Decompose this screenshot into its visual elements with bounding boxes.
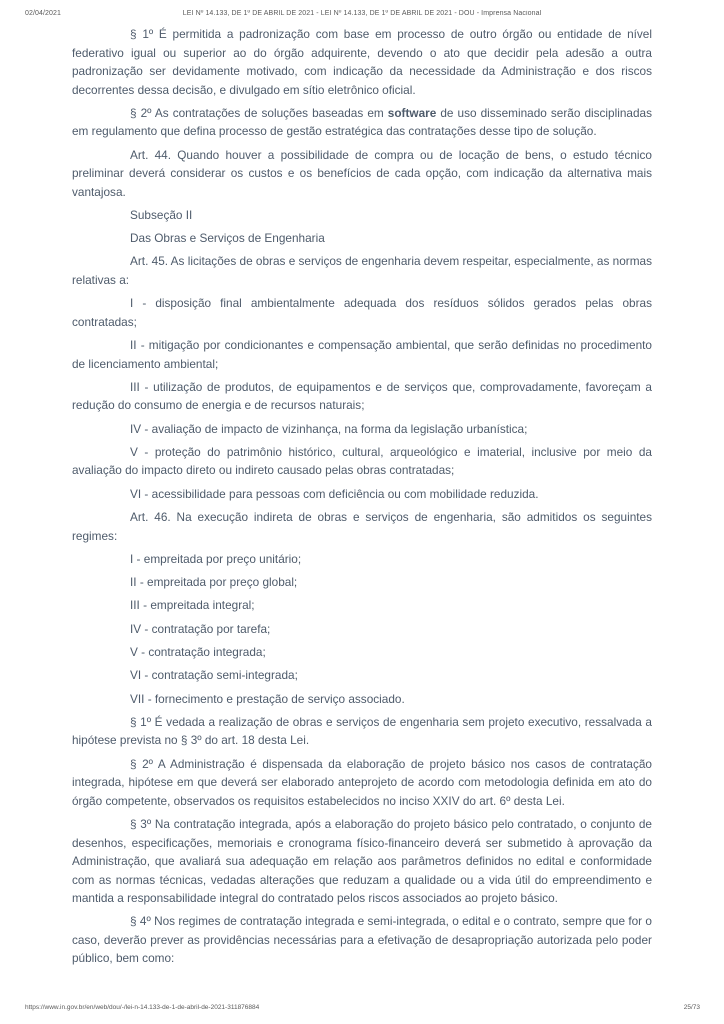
footer-source-url: https://www.in.gov.br/en/web/dou/-/lei-n-14.133-de-1-de-abril-de-2021-311876884 [25, 1004, 260, 1011]
item-art46-i: I - empreitada por preço unitário; [130, 551, 302, 566]
paragraph-art45: Art. 45. As licitações de obras e serviços de engenharia devem respeitar, especialmente, as normas relativas a: [72, 254, 652, 287]
document-title: LEI Nº 14.133, DE 1º DE ABRIL DE 2021 - LEI Nº 14.133, DE 1º DE ABRIL DE 2021 - DOU - Imprensa Nacional [182, 10, 542, 17]
item-art45-iv: IV - avaliação de impacto de vizinhança, na forma da legislação urbanística; [130, 421, 528, 436]
item-art45-vi: VI - acessibilidade para pessoas com deficiência ou com mobilidade reduzida. [130, 486, 539, 501]
paragraph-art46-s3: § 3º Na contratação integrada, após a elaboração do projeto básico pelo contratado, o conjunto de desenhos, especificações, memoriais e cronograma físico-financeiro deverá ser submetido à aprovação da Administração, que avaliará sua adequação em relação aos parâmetros definidos no edital e conformidade com as normas técnicas, vedadas alterações que reduzam a qualidade ou a vida útil do empreendimento e mantida a responsabilidade integral do contratado pelos riscos associados ao projeto básico. [72, 817, 652, 906]
paragraph-run: § 2º As contratações de soluções baseadas em [130, 105, 388, 120]
item-art46-v: V - contratação integrada; [130, 645, 266, 660]
item-art45-i: I - disposição final ambientalmente adequada dos resíduos sólidos gerados pelas obras contratadas; [72, 296, 652, 329]
print-header [0, 10, 724, 22]
item-art45-iii: III - utilização de produtos, de equipamentos e de serviços que, comprovadamente, favoreçam a redução do consumo de energia e de recursos naturais; [72, 379, 652, 413]
paragraph-art43-s1: § 1º É permitida a padronização com base em processo de outro órgão ou entidade de nível federativo igual ou superior ao do órgão adquirente, devendo o ato que decidir pela adesão a outra padronização ser devidamente motivado, com indicação da necessidade da Administração e dos riscos decorrentes dessa decisão, e divulgado em sítio eletrônico oficial. [72, 27, 652, 97]
paragraph-art46-s1: § 1º É vedada a realização de obras e serviços de engenharia sem projeto executivo, ressalvada a hipótese prevista no § 3º do art. 18 desta Lei. [72, 714, 652, 748]
print-date: 02/04/2021 [25, 10, 62, 17]
item-art46-vi: VI - contratação semi-integrada; [130, 668, 298, 683]
item-art46-ii: II - empreitada por preço global; [130, 575, 298, 590]
paragraph-art43-s2 [72, 104, 652, 141]
paragraph-art46: Art. 46. Na execução indireta de obras e serviços de engenharia, são admitidos os seguintes regimes: [72, 510, 652, 543]
item-art45-ii: II - mitigação por condicionantes e compensação ambiental, que serão definidas no procedimento de licenciamento ambiental; [72, 338, 652, 371]
item-art46-iii: III - empreitada integral; [130, 598, 255, 613]
item-art46-vii: VII - fornecimento e prestação de serviço associado. [130, 691, 405, 706]
item-art46-iv: IV - contratação por tarefa; [130, 621, 271, 636]
paragraph-art46-s4: § 4º Nos regimes de contratação integrada e semi-integrada, o edital e o contrato, sempre que for o caso, deverão prever as providências necessárias para a efetivação de desapropriação autorizada pelo poder público, bem como: [72, 914, 652, 966]
footer-page-number: 25/73 [683, 1004, 700, 1011]
paragraph-art46-s2: § 2º A Administração é dispensada da elaboração de projeto básico nos casos de contratação integrada, hipótese em que deverá ser elaborado anteprojeto de acordo com metodologia definida em ato do órgão competente, observados os requisitos estabelecidos no inciso XXIV do art. 6º desta Lei. [72, 756, 652, 808]
paragraph-run: de uso disseminado serão disciplinadas em regulamento que defina processo de gestão estratégica das contratações desse tipo de solução. [72, 105, 652, 139]
subsection-heading: Subseção II [130, 207, 193, 222]
paragraph-art44: Art. 44. Quando houver a possibilidade de compra ou de locação de bens, o estudo técnico preliminar deverá considerar os custos e os benefícios de cada opção, com indicação da alternativa mais vantajosa. [72, 147, 652, 199]
law-text-body [72, 25, 652, 973]
paragraph-run-bold: software [387, 105, 437, 120]
item-art45-v: V - proteção do patrimônio histórico, cultural, arqueológico e imaterial, inclusive por meio da avaliação do impacto direto ou indireto causado pelas obras contratadas; [72, 444, 652, 478]
print-footer [25, 1004, 700, 1011]
subsection-title: Das Obras e Serviços de Engenharia [130, 231, 325, 246]
